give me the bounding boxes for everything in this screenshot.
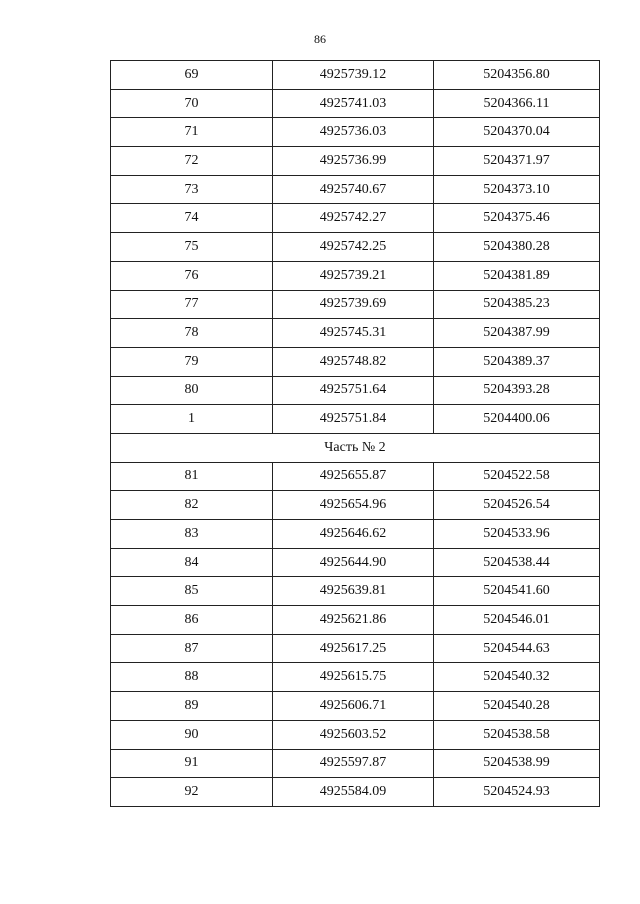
y-coordinate-cell: 5204389.37 xyxy=(434,347,600,376)
table-row xyxy=(111,204,600,233)
x-coordinate-cell: 4925646.62 xyxy=(273,520,434,549)
point-number-cell: 79 xyxy=(111,347,273,376)
y-coordinate-cell: 5204366.11 xyxy=(434,89,600,118)
table-row xyxy=(111,548,600,577)
point-number-cell: 74 xyxy=(111,204,273,233)
x-coordinate-cell: 4925740.67 xyxy=(273,175,434,204)
y-coordinate-cell: 5204387.99 xyxy=(434,319,600,348)
table-row xyxy=(111,577,600,606)
point-number-cell: 86 xyxy=(111,606,273,635)
table-row xyxy=(111,376,600,405)
y-coordinate-cell: 5204400.06 xyxy=(434,405,600,434)
x-coordinate-cell: 4925655.87 xyxy=(273,462,434,491)
x-coordinate-cell: 4925597.87 xyxy=(273,749,434,778)
x-coordinate-cell: 4925739.12 xyxy=(273,61,434,90)
x-coordinate-cell: 4925751.64 xyxy=(273,376,434,405)
table-row xyxy=(111,462,600,491)
y-coordinate-cell: 5204540.28 xyxy=(434,692,600,721)
table-row xyxy=(111,663,600,692)
x-coordinate-cell: 4925751.84 xyxy=(273,405,434,434)
y-coordinate-cell: 5204538.44 xyxy=(434,548,600,577)
table-row xyxy=(111,778,600,807)
y-coordinate-cell: 5204370.04 xyxy=(434,118,600,147)
point-number-cell: 85 xyxy=(111,577,273,606)
coordinates-table-body xyxy=(111,61,600,807)
table-row xyxy=(111,520,600,549)
y-coordinate-cell: 5204544.63 xyxy=(434,634,600,663)
y-coordinate-cell: 5204375.46 xyxy=(434,204,600,233)
table-row xyxy=(111,89,600,118)
y-coordinate-cell: 5204373.10 xyxy=(434,175,600,204)
point-number-cell: 80 xyxy=(111,376,273,405)
y-coordinate-cell: 5204540.32 xyxy=(434,663,600,692)
y-coordinate-cell: 5204356.80 xyxy=(434,61,600,90)
point-number-cell: 72 xyxy=(111,147,273,176)
point-number-cell: 69 xyxy=(111,61,273,90)
x-coordinate-cell: 4925736.99 xyxy=(273,147,434,176)
x-coordinate-cell: 4925736.03 xyxy=(273,118,434,147)
x-coordinate-cell: 4925644.90 xyxy=(273,548,434,577)
point-number-cell: 91 xyxy=(111,749,273,778)
y-coordinate-cell: 5204393.28 xyxy=(434,376,600,405)
table-row xyxy=(111,319,600,348)
page-number: 86 xyxy=(314,32,326,46)
table-row xyxy=(111,634,600,663)
table-row xyxy=(111,749,600,778)
x-coordinate-cell: 4925606.71 xyxy=(273,692,434,721)
x-coordinate-cell: 4925739.69 xyxy=(273,290,434,319)
table-row xyxy=(111,606,600,635)
point-number-cell: 90 xyxy=(111,720,273,749)
table-row xyxy=(111,491,600,520)
point-number-cell: 82 xyxy=(111,491,273,520)
y-coordinate-cell: 5204538.58 xyxy=(434,720,600,749)
y-coordinate-cell: 5204371.97 xyxy=(434,147,600,176)
point-number-cell: 88 xyxy=(111,663,273,692)
point-number-cell: 89 xyxy=(111,692,273,721)
table-row xyxy=(111,290,600,319)
table-row xyxy=(111,405,600,434)
x-coordinate-cell: 4925739.21 xyxy=(273,261,434,290)
y-coordinate-cell: 5204522.58 xyxy=(434,462,600,491)
point-number-cell: 70 xyxy=(111,89,273,118)
table-row xyxy=(111,692,600,721)
point-number-cell: 73 xyxy=(111,175,273,204)
point-number-cell: 78 xyxy=(111,319,273,348)
y-coordinate-cell: 5204381.89 xyxy=(434,261,600,290)
table-row xyxy=(111,175,600,204)
x-coordinate-cell: 4925742.25 xyxy=(273,233,434,262)
y-coordinate-cell: 5204526.54 xyxy=(434,491,600,520)
point-number-cell: 75 xyxy=(111,233,273,262)
point-number-cell: 77 xyxy=(111,290,273,319)
y-coordinate-cell: 5204533.96 xyxy=(434,520,600,549)
point-number-cell: 83 xyxy=(111,520,273,549)
x-coordinate-cell: 4925654.96 xyxy=(273,491,434,520)
point-number-cell: 76 xyxy=(111,261,273,290)
y-coordinate-cell: 5204541.60 xyxy=(434,577,600,606)
y-coordinate-cell: 5204546.01 xyxy=(434,606,600,635)
x-coordinate-cell: 4925748.82 xyxy=(273,347,434,376)
table-row xyxy=(111,720,600,749)
x-coordinate-cell: 4925745.31 xyxy=(273,319,434,348)
table-row xyxy=(111,61,600,90)
x-coordinate-cell: 4925615.75 xyxy=(273,663,434,692)
point-number-cell: 87 xyxy=(111,634,273,663)
x-coordinate-cell: 4925741.03 xyxy=(273,89,434,118)
point-number-cell: 84 xyxy=(111,548,273,577)
table-row xyxy=(111,261,600,290)
coordinates-table xyxy=(110,60,600,807)
point-number-cell: 92 xyxy=(111,778,273,807)
table-row xyxy=(111,147,600,176)
point-number-cell: 71 xyxy=(111,118,273,147)
x-coordinate-cell: 4925621.86 xyxy=(273,606,434,635)
y-coordinate-cell: 5204538.99 xyxy=(434,749,600,778)
x-coordinate-cell: 4925617.25 xyxy=(273,634,434,663)
x-coordinate-cell: 4925584.09 xyxy=(273,778,434,807)
x-coordinate-cell: 4925603.52 xyxy=(273,720,434,749)
section-heading: Часть № 2 xyxy=(111,433,600,462)
x-coordinate-cell: 4925639.81 xyxy=(273,577,434,606)
y-coordinate-cell: 5204385.23 xyxy=(434,290,600,319)
y-coordinate-cell: 5204524.93 xyxy=(434,778,600,807)
table-row xyxy=(111,233,600,262)
table-row xyxy=(111,118,600,147)
x-coordinate-cell: 4925742.27 xyxy=(273,204,434,233)
point-number-cell: 81 xyxy=(111,462,273,491)
point-number-cell: 1 xyxy=(111,405,273,434)
section-heading-row xyxy=(111,433,600,462)
table-row xyxy=(111,347,600,376)
y-coordinate-cell: 5204380.28 xyxy=(434,233,600,262)
